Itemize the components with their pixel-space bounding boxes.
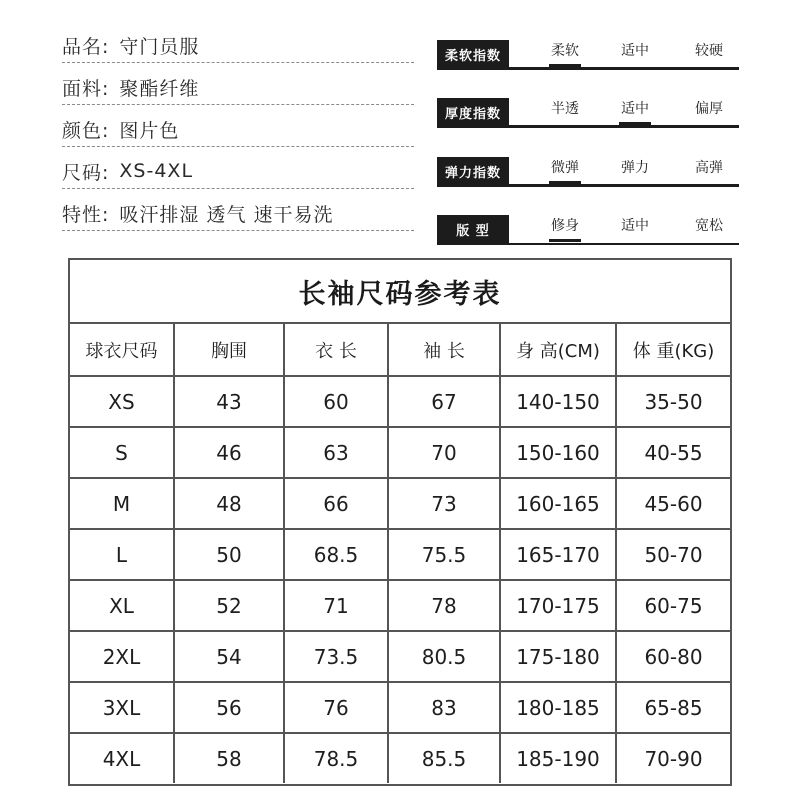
size-table-body <box>70 376 730 783</box>
cell-weight: 35-50 <box>616 376 730 427</box>
size-table <box>70 324 730 783</box>
fit-scale-line <box>437 243 739 245</box>
cell-length: 68.5 <box>284 529 388 580</box>
cell-sleeve: 75.5 <box>388 529 500 580</box>
cell-chest: 54 <box>174 631 284 682</box>
header-chest: 胸围 <box>174 324 284 376</box>
cell-size: 3XL <box>70 682 174 733</box>
cell-chest: 56 <box>174 682 284 733</box>
product-info <box>62 24 414 234</box>
cell-chest: 58 <box>174 733 284 783</box>
softness-scale-line <box>437 67 739 70</box>
info-row-features <box>62 192 414 234</box>
cell-length: 63 <box>284 427 388 478</box>
fit-type <box>437 205 739 245</box>
header-weight: 体 重(KG) <box>616 324 730 376</box>
info-label: 品名: <box>62 35 110 58</box>
table-row <box>70 376 730 427</box>
cell-height: 160-165 <box>500 478 616 529</box>
softness-option-hard: 较硬 <box>695 43 723 59</box>
cell-height: 170-175 <box>500 580 616 631</box>
cell-size: 2XL <box>70 631 174 682</box>
cell-weight: 70-90 <box>616 733 730 783</box>
softness-option-medium: 适中 <box>621 43 649 59</box>
cell-weight: 60-80 <box>616 631 730 682</box>
cell-size: XS <box>70 376 174 427</box>
info-label: 面料: <box>62 77 110 100</box>
table-row <box>70 478 730 529</box>
thickness-option-medium: 适中 <box>621 98 649 118</box>
table-header-row <box>70 324 730 376</box>
table-row <box>70 427 730 478</box>
table-row <box>70 529 730 580</box>
table-row <box>70 631 730 682</box>
cell-length: 71 <box>284 580 388 631</box>
cell-sleeve: 85.5 <box>388 733 500 783</box>
thickness-option-thick: 偏厚 <box>695 101 723 117</box>
cell-weight: 50-70 <box>616 529 730 580</box>
cell-chest: 46 <box>174 427 284 478</box>
info-row-size <box>62 150 414 192</box>
thickness-scale-line <box>437 125 739 128</box>
elasticity-index-badge: 弹力指数 <box>437 157 509 185</box>
cell-size: XL <box>70 580 174 631</box>
softness-index <box>437 30 739 70</box>
cell-sleeve: 70 <box>388 427 500 478</box>
cell-size: S <box>70 427 174 478</box>
fit-option-regular: 适中 <box>621 218 649 234</box>
cell-length: 78.5 <box>284 733 388 783</box>
info-row-fabric <box>62 66 414 108</box>
info-value: 吸汗排湿 透气 速干易洗 <box>119 203 334 226</box>
table-row <box>70 580 730 631</box>
info-row-name <box>62 24 414 66</box>
cell-chest: 52 <box>174 580 284 631</box>
info-row-color <box>62 108 414 150</box>
cell-chest: 48 <box>174 478 284 529</box>
cell-length: 66 <box>284 478 388 529</box>
info-value: 图片色 <box>119 119 180 142</box>
info-value: 守门员服 <box>119 35 200 58</box>
size-chart <box>68 258 732 786</box>
elasticity-option-high: 高弹 <box>695 160 723 176</box>
cell-sleeve: 67 <box>388 376 500 427</box>
thickness-option-sheer: 半透 <box>551 101 579 117</box>
table-row <box>70 733 730 783</box>
cell-height: 150-160 <box>500 427 616 478</box>
elasticity-index <box>437 147 739 187</box>
elasticity-option-slight: 微弹 <box>551 157 579 177</box>
thickness-index <box>437 88 739 128</box>
cell-sleeve: 80.5 <box>388 631 500 682</box>
fit-type-badge: 版 型 <box>437 215 509 243</box>
cell-height: 140-150 <box>500 376 616 427</box>
cell-size: L <box>70 529 174 580</box>
cell-sleeve: 78 <box>388 580 500 631</box>
cell-size: 4XL <box>70 733 174 783</box>
cell-sleeve: 73 <box>388 478 500 529</box>
cell-height: 185-190 <box>500 733 616 783</box>
cell-length: 73.5 <box>284 631 388 682</box>
cell-height: 180-185 <box>500 682 616 733</box>
cell-weight: 45-60 <box>616 478 730 529</box>
fit-option-loose: 宽松 <box>695 218 723 234</box>
cell-height: 165-170 <box>500 529 616 580</box>
cell-weight: 40-55 <box>616 427 730 478</box>
info-label: 颜色: <box>62 119 110 142</box>
header-jersey-size: 球衣尺码 <box>70 324 174 376</box>
cell-size: M <box>70 478 174 529</box>
info-label: 尺码: <box>62 161 110 184</box>
softness-option-soft: 柔软 <box>551 40 579 60</box>
cell-chest: 50 <box>174 529 284 580</box>
softness-index-badge: 柔软指数 <box>437 40 509 68</box>
header-sleeve: 袖 长 <box>388 324 500 376</box>
cell-weight: 65-85 <box>616 682 730 733</box>
cell-length: 60 <box>284 376 388 427</box>
header-height: 身 高(CM) <box>500 324 616 376</box>
table-row <box>70 682 730 733</box>
cell-chest: 43 <box>174 376 284 427</box>
size-chart-title: 长袖尺码参考表 <box>70 260 730 324</box>
fit-option-slim: 修身 <box>551 215 579 235</box>
cell-weight: 60-75 <box>616 580 730 631</box>
info-value: 聚酯纤维 <box>119 77 200 100</box>
info-label: 特性: <box>62 203 110 226</box>
cell-sleeve: 83 <box>388 682 500 733</box>
elasticity-option-elastic: 弹力 <box>621 160 649 176</box>
elasticity-scale-line <box>437 184 739 187</box>
header-length: 衣 长 <box>284 324 388 376</box>
cell-height: 175-180 <box>500 631 616 682</box>
cell-length: 76 <box>284 682 388 733</box>
info-value: XS-4XL <box>119 160 194 182</box>
thickness-index-badge: 厚度指数 <box>437 98 509 126</box>
